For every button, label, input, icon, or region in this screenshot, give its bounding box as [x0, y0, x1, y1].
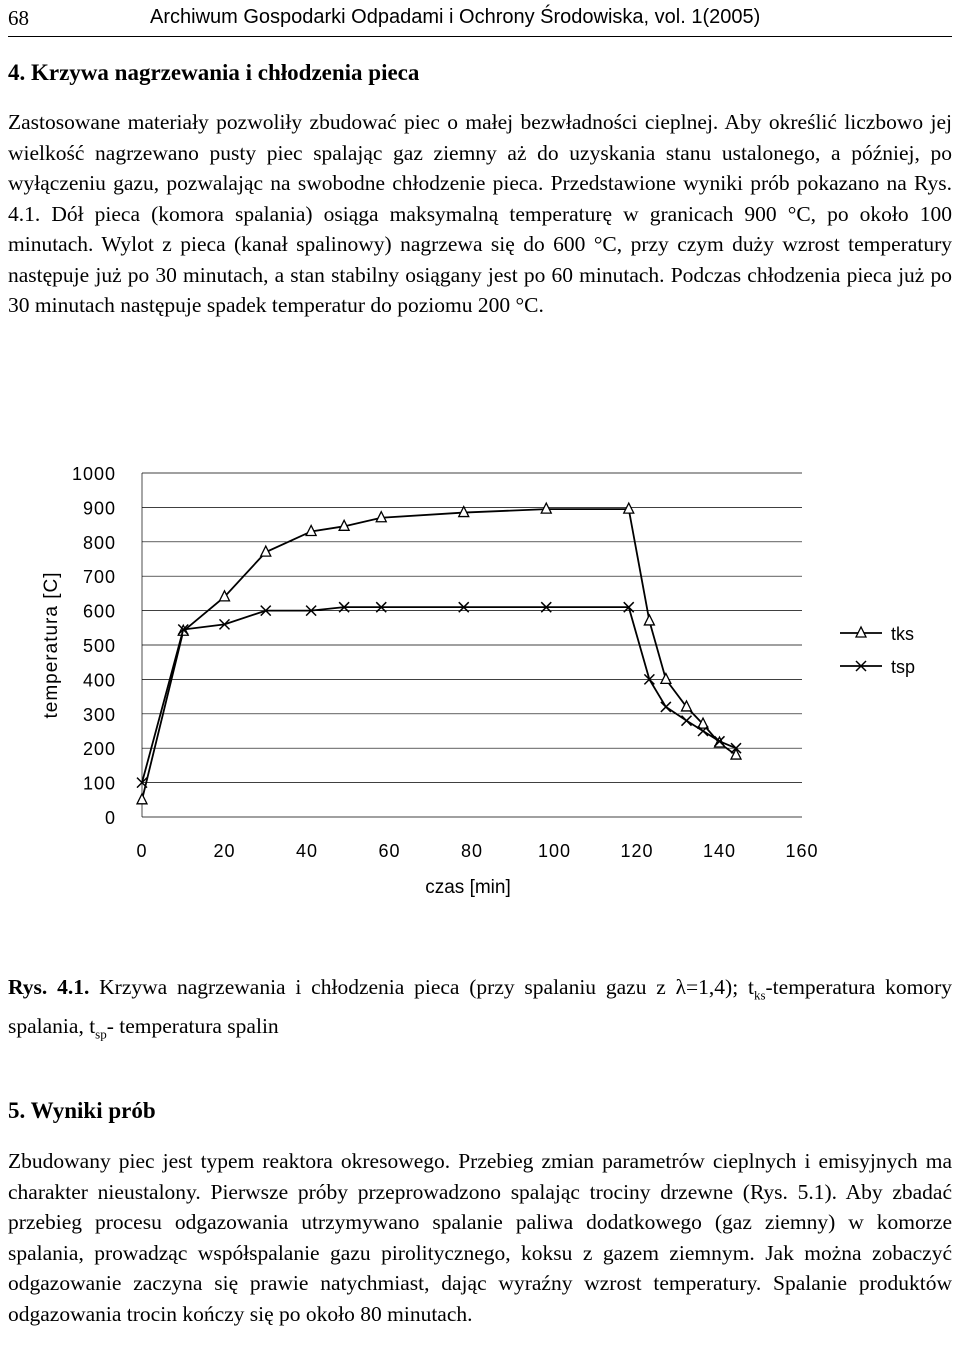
x-tick-label: 60	[378, 841, 401, 861]
journal-title: Archiwum Gospodarki Odpadami i Ochrony Środowiska, vol. 1(2005)	[150, 6, 761, 28]
y-axis-label: temperatura [C]	[41, 571, 62, 719]
caption-label: Rys. 4.1.	[8, 975, 90, 999]
data-point	[856, 627, 866, 637]
x-tick-labels	[136, 841, 818, 861]
series-line-tks	[142, 509, 736, 800]
y-tick-labels	[72, 464, 116, 828]
legend-label-tsp: tsp	[891, 657, 916, 677]
data-point	[644, 615, 654, 625]
y-tick-label: 800	[82, 532, 116, 553]
figure-caption	[8, 972, 952, 1050]
temperature-chart	[0, 455, 960, 915]
legend-label-tks: tks	[891, 624, 915, 644]
y-tick-label: 200	[82, 739, 116, 760]
x-tick-label: 100	[537, 841, 572, 861]
series-line-tsp	[142, 607, 736, 782]
chart-series	[137, 503, 741, 804]
chart-grid	[142, 473, 802, 817]
y-tick-label: 300	[82, 704, 116, 725]
page-number: 68	[8, 6, 29, 30]
data-point	[137, 794, 147, 804]
caption-text-2: =1,4); t	[686, 975, 754, 999]
section-5-paragraph: Zbudowany piec jest typem reaktora okresowego. Przebieg zmian parametrów cieplnych i emisyjnych ma charakter nieustalony. Pierwsze próby przeprowadzono spalając trociny drzewne (Rys. 5.1). Aby zbadać przebieg procesu odgazowania utrzymywano spalanie paliwa dodatkowego (gaz ziemny) w komorze spalania, prowadząc współspalanie gazu pirolitycznego, koksu z gazem ziemnym. Jak można zobaczyć odgazowanie zaczyna się prawie natychmiast, dając wyraźny wzrost temperatury. Spalanie produktów odgazowania trocin kończy się po około 80 minutach.	[8, 1149, 952, 1326]
y-tick-label: 0	[104, 808, 116, 828]
x-tick-label: 20	[213, 841, 236, 861]
x-tick-label: 120	[620, 841, 654, 861]
chart-legend	[840, 624, 915, 677]
data-point	[682, 716, 692, 726]
data-point	[661, 702, 671, 712]
caption-text-1: Krzywa nagrzewania i chłodzenia pieca (przy spalaniu gazu z	[89, 975, 676, 999]
x-tick-label: 160	[785, 841, 819, 861]
section-4-paragraph: Zastosowane materiały pozwoliły zbudować piec o małej bezwładności cieplnej. Aby określić liczbowo jej wielkość nagrzewano pusty piec spalając gaz ziemny aż do uzyskania stanu ustalonego, a później, po wyłączeniu gazu, pozwalając na swobodne chłodzenie pieca. Przedstawione wyniki prób pokazano na Rys. 4.1. Dół pieca (komora spalania) osiąga maksymalną temperaturę w granicach 900 °C, po około 100 minutach. Wylot z pieca (kanał spalinowy) nagrzewa się do 600 °C, przy czym duży wzrost temperatury następuje już po 30 minutach, a stan stabilny osiągany jest po 60 minutach. Podczas chłodzenia pieca już po 30 minutach następuje spadek temperatur do poziomu 200 °C.	[8, 110, 952, 317]
data-point	[661, 673, 671, 683]
data-point	[731, 749, 741, 759]
x-tick-label: 0	[136, 841, 148, 861]
caption-text-4: - temperatura spalin	[106, 1013, 279, 1038]
data-point	[624, 503, 634, 513]
caption-text-3: -temperatura komory spalania, t	[8, 975, 953, 1038]
y-tick-label: 500	[82, 636, 116, 656]
section-4-title: 4. Krzywa nagrzewania i chłodzenia pieca	[8, 60, 420, 85]
data-point	[541, 503, 551, 513]
y-tick-label: 600	[82, 601, 116, 622]
caption-sub-ks: ks	[753, 987, 766, 1003]
section-5-title: 5. Wyniki prób	[8, 1098, 156, 1123]
x-axis-label: czas [min]	[425, 877, 511, 898]
x-tick-label: 80	[460, 841, 484, 861]
caption-sub-sp: sp	[95, 1026, 107, 1042]
y-tick-label: 400	[82, 670, 116, 691]
y-tick-label: 900	[82, 498, 116, 519]
page-header	[8, 4, 952, 37]
y-tick-label: 700	[82, 567, 116, 588]
caption-lambda: λ	[675, 975, 687, 999]
y-tick-label: 100	[82, 773, 116, 794]
y-tick-label: 1000	[71, 464, 116, 484]
x-tick-label: 140	[702, 841, 737, 861]
x-tick-label: 40	[295, 841, 319, 861]
